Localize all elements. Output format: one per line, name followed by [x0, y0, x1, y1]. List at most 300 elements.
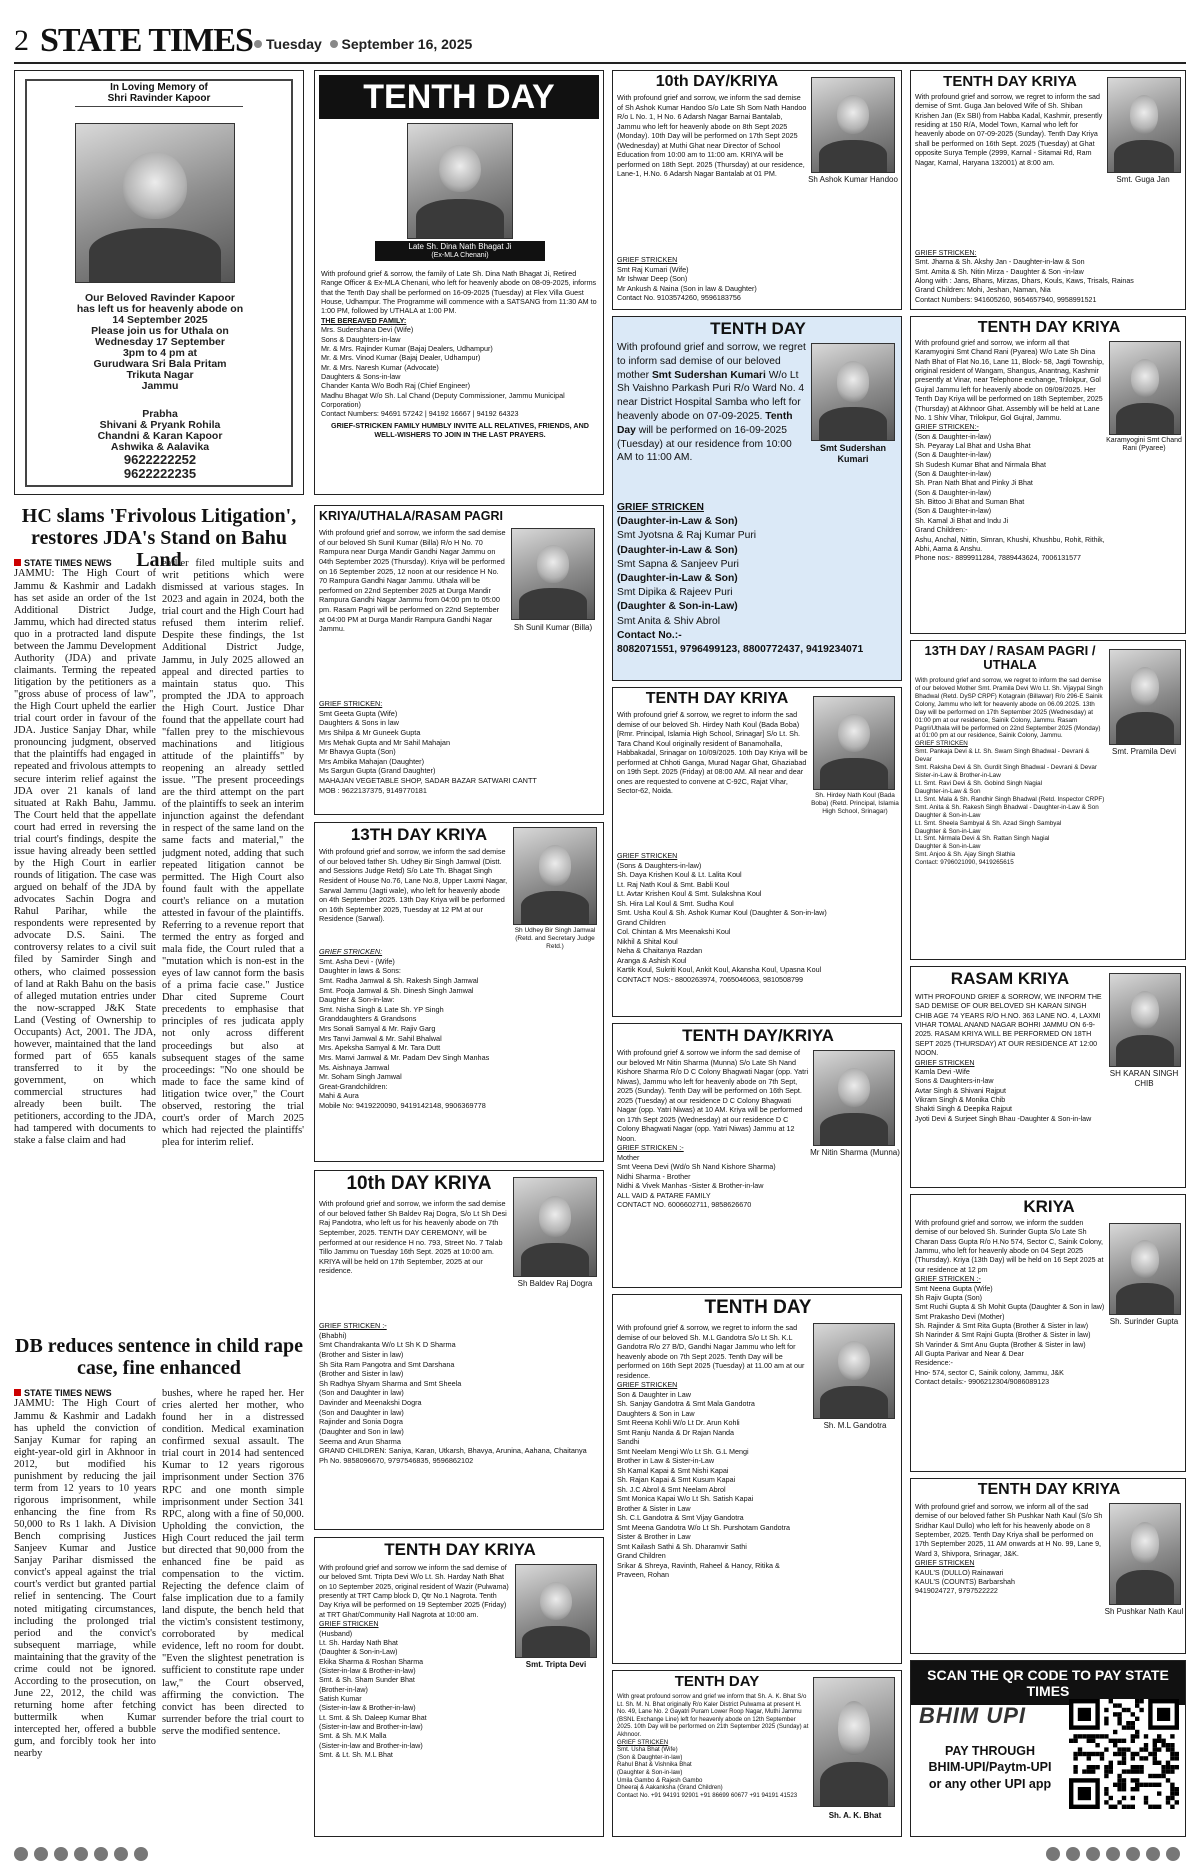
family-line: Col. Chintan & Mrs Meenakshi Koul: [617, 927, 731, 936]
ad-family: [617, 851, 899, 984]
rasam-chib-ad: [910, 966, 1186, 1188]
family-line: Hno- 574, sector C, Sainik colony, Jammu, J&K: [915, 1368, 1064, 1377]
family-list: [617, 515, 899, 629]
memory-line: Trikuta Nagar: [126, 369, 194, 382]
gugajan-photo: [1107, 77, 1181, 173]
family-line: Mother: [617, 1152, 640, 1162]
family-line: Umila Gambo & Rajesh Gambo: [617, 1776, 703, 1784]
family-line: Smt. Pooja Jamwal & Sh. Dinesh Singh Jamwal: [319, 985, 474, 995]
family-line: Brother in Law & Sister-in-Law: [617, 1456, 715, 1465]
family-line: Sh. Kamal Ji Bhat and Indu Ji: [915, 516, 1009, 525]
family-line: Smt Geeta Gupta (Wife): [319, 708, 398, 718]
ad-title: TENTH DAY KRIYA: [384, 1540, 536, 1559]
family-line: Smt. Usha Bhat (Wife): [617, 1746, 678, 1754]
memory-line: Please join us for Uthala on: [91, 325, 229, 338]
photo-caption: Sh Pushkar Nath Kaul: [1104, 1607, 1184, 1616]
memory-line: Wednesday 17 September: [95, 336, 225, 349]
family-line: Great-Grandchildren:: [319, 1081, 388, 1091]
ad-title: TENTH DAY KRIYA: [977, 1481, 1121, 1498]
family-line: Sh Radhya Shyam Sharma and Smt Sheela: [319, 1378, 462, 1388]
family-line: (Sons & Daughters-in-law): [617, 860, 702, 870]
registration-dot: [94, 1847, 108, 1861]
byline-marker-icon: [14, 559, 21, 566]
family-line: CONTACT NOS:- 8800263974, 7065046063, 9810508799: [617, 974, 803, 984]
family-line: Sh Varinder & Smt Anu Gupta (Brother & Sister in law): [915, 1340, 1086, 1349]
family-line: (Sister-in-law and Brother-in-law): [319, 1723, 423, 1732]
grief-label: GRIEF STRICKEN: [915, 1058, 975, 1067]
family-line: (Son & Daughter-in-law): [915, 507, 992, 516]
family-line: Daughters & Son in Law: [617, 1408, 695, 1418]
family-line: Smt. & Lt. Sh. M.L Bhat: [319, 1751, 393, 1760]
family-line: Kartik Koul, Sukriti Koul, Ankit Koul, Akansha Koul, Upasna Koul: [617, 965, 822, 974]
family-line: Mrs Shilpa & Mr Guneek Gupta: [319, 727, 421, 737]
masthead: [14, 22, 1186, 58]
family-list: [319, 1331, 601, 1466]
family-list: [319, 709, 601, 796]
ad-title: TENTH DAY KRIYA: [943, 73, 1077, 90]
family-line: (Son & Daughter-in-law): [617, 1753, 683, 1761]
family-line: Smt. Amita & Sh. Nitin Mirza - Daughter & Son -in-law: [915, 267, 1084, 276]
family-list: [321, 325, 599, 409]
ad-text: With profound grief and sorrow, we inform the sad demise of our beloved father Sh Baldev Raj Dogra, S/o Lt Sh Desi Raj Pandotra, who left us for his heavenly abode on 7th September, 2025. TENTH DAY CEREMONY, will be performed at our residence H no. 793, Street No. 7 Talab Tillo Jammu on Tuesday 16th Sept. 2025 at 10:00 am. KRIYA will be held on 17th September, 2025 at our residence.: [319, 1199, 507, 1276]
family-line: Sh. Pran Nath Bhat and Pinky Ji Bhat: [915, 479, 1033, 488]
family-line: Smt Neena Gupta (Wife): [915, 1284, 993, 1293]
registration-dot: [1146, 1847, 1160, 1861]
tenth-akbhat-ad: [612, 1670, 902, 1837]
family-line: (Daughter & Son-in-Law): [617, 601, 738, 613]
family-line: Jyoti Devi & Surjeet Singh Bhau -Daughter & Son-in-law: [915, 1114, 1092, 1123]
family-line: Smt Veena Devi (Wd/o Sh Nand Kishore Sharma): [617, 1162, 776, 1171]
family-line: Sh. Rajan Kapai & Smt Kusum Kapai: [617, 1475, 736, 1484]
family-line: Smt Chandrakanta W/o Lt Sh K D Sharma: [319, 1340, 456, 1350]
memory-ad: [14, 70, 304, 495]
kriya-sunil-ad: [314, 505, 604, 815]
tenth-pyarea-ad: [910, 316, 1186, 634]
tenth-handoo-ad: [612, 70, 902, 310]
photo-caption: Sh Ashok Kumar Handoo: [808, 175, 898, 184]
ad-body: [617, 1048, 809, 1210]
family-line: KAUL'S (COUNTS) Barbarshah: [915, 1577, 1015, 1586]
brand-logo: STATE TIMES: [40, 22, 253, 59]
photo-caption: Mr Nitin Sharma (Munna): [810, 1148, 900, 1157]
family-line: All Gupta Parivar and Near & Dear: [915, 1350, 1024, 1359]
tenth-sudershan-ad: [612, 316, 902, 681]
grief-label: GRIEF STRICKEN: [915, 1559, 975, 1568]
caption-name: Late Sh. Dina Nath Bhagat Ji: [408, 242, 512, 251]
family-line: Vikram Singh & Monika Chib: [915, 1095, 1006, 1104]
family-line: Smt Reena Kohli W/o Lt Dr. Arun Kohli: [617, 1418, 740, 1427]
ad-title: 13TH DAY / RASAM PAGRI / UTHALA: [924, 643, 1096, 672]
family-line: Mr Ankush & Naina (Son in law & Daughter): [617, 283, 757, 293]
family-line: (Son and Daughter in law): [319, 1388, 404, 1398]
ad-title: 10th DAY/KRIYA: [655, 73, 779, 90]
family-line: Smt. & Sh. M.K Malla: [319, 1732, 387, 1741]
family-line: Sh. C.L Gandotra & Smt Vijay Gandotra: [617, 1513, 744, 1522]
tenth-kaul-ad: [910, 1478, 1186, 1654]
family-line: Ashu, Anchal, Nittin, Simran, Khushi, Khushbu, Rohit, Rithik, Abhi, Aarna & Anshu.: [915, 535, 1105, 553]
sunil-photo: [511, 528, 595, 620]
ad-body: [915, 677, 1105, 867]
ad-text: With profound grief and sorrow, we regret to inform the sad demise of Smt. Guga Jan beloved Wife of Sh. Shiban Krishen Jan (Ex SBI) from Habba Kadal, Kashmir, presently residing at 150 R/A, Model Town, Karnal who left for heavenly abode on 07-09-2025 (Sunday). Tenth Day Kriya shall be performed on 16th Sept. 2025 (Tuesday) at Ghat opposite Surya Temple (2999, Karnal - Sitamai Rd, Ram Nagar, Karnal, Haryana 132001) at 8:00 am.: [915, 93, 1103, 167]
family-line: Mr Ishwar Deep (Son): [617, 274, 688, 283]
article-rape-col2: [162, 1388, 304, 1836]
family-line: Contact No. +91 94191 92901 +91 86699 60677 +91 94191 41523: [617, 1791, 798, 1799]
family-line: Sh Kamal Kapai & Smt Nishi Kapai: [617, 1465, 729, 1475]
photo-caption: Sh Sunil Kumar (Billa): [513, 623, 593, 632]
registration-dot: [14, 1847, 28, 1861]
family-line: Smt. Pankaja Devi & Lt. Sh. Swarn Singh Bhadwal - Devrani & Devar: [915, 748, 1090, 764]
family-line: Smt. Jharna & Sh. Akshy Jan - Daughter-in-law & Son: [915, 258, 1085, 267]
family-list: [915, 1285, 1105, 1388]
photo-caption: SH KARAN SINGH CHIB: [1109, 1069, 1179, 1088]
ad-body: [319, 1564, 511, 1761]
family-line: Mobile No: 9419220090, 9419142148, 9906369778: [319, 1101, 486, 1110]
family-line: Sh. Daya Krishen Koul & Lt. Lalita Koul: [617, 870, 742, 879]
photo-caption: Sh. Hirdey Nath Koul (Bada Boba) (Retd. Principal, Islamia High School, Srinagar): [811, 792, 899, 815]
gupta-photo: [1109, 1223, 1181, 1315]
family-line: Mrs Tanvi Jamwal & Mr. Sahil Bhalwal: [319, 1033, 442, 1043]
ad-text: With profound grief & sorrow, we regret to inform the sad demise of our beloved Sh. Hirdey Nath Koul (Bada Boba) [Rmr. Principal, Islamia High School, Srinagar] S/o Lt. Sh. Tara Chand Koul originally resident of Banamohalla, Habbakadal, Srinagar on 10/09/2025. 10th Day Kriya will be performed at Chhoti Ganga, Murad Nagar Ghat, Ghaziabad on 19th Sept. 2025 (Friday) at 08:00 AM. All near and dear ones are requested to convene at C-92C, Rajat Vihar, Sector-62, Noida.: [617, 710, 808, 795]
photo-caption: Smt Sudershan Kumari: [819, 443, 886, 464]
family-line: (Daughter-in-Law & Son): [617, 516, 738, 528]
family-line: GRAND CHILDREN: Saniya, Karan, Utkarsh, Bhavya, Arunina, Aahana, Chaitanya: [319, 1446, 587, 1456]
pay-line-3: or any other UPI app: [928, 1776, 1052, 1791]
family-line: MOB : 9622137375, 9149770181: [319, 785, 427, 795]
family-line: Smt Kailash Sathi & Sh. Dharamvir Sathi: [617, 1541, 747, 1551]
memory-line: 3pm to 4 pm at: [122, 347, 198, 360]
gandotra-photo: [813, 1323, 895, 1419]
ad-title: TENTH DAY: [319, 75, 599, 119]
family-line: Smt Neelam Mengi W/o Lt Sh. G.L Mengi: [617, 1446, 749, 1456]
family-list: [915, 748, 1105, 867]
memory-phone: 9622222235: [123, 465, 197, 481]
jamwal-photo: [513, 827, 597, 925]
family-line: Smt Sapna & Sanjeev Puri: [617, 558, 739, 570]
family-line: Smt Ruchi Gupta & Sh Mohit Gupta (Daughter & Son in law): [915, 1303, 1105, 1312]
family-line: Mr. Soham Singh Jamwal: [319, 1072, 402, 1082]
family-line: Sh Sita Ram Pangotra and Smt Darshana: [319, 1359, 455, 1369]
family-line: Smt. Asha Devi - (Wife): [319, 956, 395, 966]
memory-name: Shri Ravinder Kapoor: [107, 92, 211, 104]
ad-title: TENTH DAY KRIYA: [977, 319, 1121, 336]
photo-caption: Sh Udhey Bir Singh Jamwal (Retd. and Secretary Judge Retd.): [514, 927, 596, 950]
registration-dot: [34, 1847, 48, 1861]
memory-line: Gurudwara Sri Bala Pritam: [93, 358, 227, 371]
family-line: Smt Meena Gandotra W/o Lt Sh. Purshotam Gandotra: [617, 1522, 790, 1532]
family-line: Aranga & Ashish Koul: [617, 955, 687, 965]
pyarea-photo: [1109, 341, 1181, 435]
family-line: Daughter & Son-in-law:: [319, 995, 395, 1005]
headline-bahu[interactable]: HC slams 'Frivolous Litigation', restores JDA's Stand on Bahu Land: [21, 505, 297, 571]
family-line: Mrs Sonali Samyal & Mr. Rajiv Garg: [319, 1024, 436, 1033]
ad-title: TENTH DAY KRIYA: [645, 690, 789, 707]
family-line: Mrs Ambika Mahajan (Daughter): [319, 756, 425, 766]
family-line: Seema and Arun Sharma: [319, 1436, 401, 1446]
grief-label: GRIEF STRICKEN: [319, 1620, 379, 1629]
caption-sub: (Ex-MLA Chenani): [431, 251, 489, 259]
family-line: (Bhabhi): [319, 1330, 347, 1340]
registration-dot: [1126, 1847, 1140, 1861]
family-line: Sh. Rajinder & Smt Rita Gupta (Brother & Sister in law): [915, 1321, 1089, 1330]
family-list: [915, 1068, 1105, 1124]
family-line: CONTACT NO. 6006602711, 9858626670: [617, 1200, 752, 1209]
family-list: [319, 1630, 511, 1761]
family-line: 9419024727, 9797522222: [915, 1587, 998, 1596]
family-line: Smt Raj Kumari (Wife): [617, 264, 689, 274]
family-line: KAUL'S (DULLO) Rainawari: [915, 1568, 1004, 1577]
family-line: (Daughter and Son in law): [319, 1426, 404, 1436]
ad-title: 10th DAY KRIYA: [346, 1173, 492, 1194]
family-line: Kamla Devi -Wife: [915, 1067, 970, 1076]
family-line: Smt. Raksha Devi & Sh. Gurdit Singh Bhadwal - Devrani & Devar: [915, 764, 1097, 772]
tenth-tripta-ad: [314, 1537, 604, 1837]
registration-dot: [1066, 1847, 1080, 1861]
bhagat-photo: [407, 123, 513, 239]
family-line: Lt. Smt. Sheela Sambyal & Sh. Azad Singh Sambyal: [915, 819, 1062, 827]
family-line: Phone nos:- 8899911284, 7889443624, 7006131577: [915, 554, 1081, 563]
memory-title: In Loving Memory of: [110, 82, 208, 93]
family-line: (Son & Daughter-in-law): [915, 432, 992, 441]
ad-body: [915, 993, 1105, 1124]
ad-text: With profound grief and sorrow, we inform the sudden demise of our beloved Sh. Surinder Gupta S/o Late Sh Charan Dass Gupta R/o H.No 574, Sector C, Sainik Colony, Jammu, who left for heavenly abode on 04 Sept 2025 (Thursday). Kriya (13th Day) will be held on 16 Sept 2025 at our residence at 12 pm: [915, 1219, 1104, 1274]
byline: STATE TIMES NEWS: [14, 558, 156, 568]
family-line: ALL VAID & PATARE FAMILY: [617, 1190, 711, 1200]
family-list: [617, 861, 899, 985]
qr-code-icon[interactable]: [1069, 1699, 1179, 1809]
grief-label: GRIEF STRICKEN :-: [915, 1275, 981, 1284]
family-line: Ms Sargun Gupta (Grand Daughter): [319, 766, 436, 776]
ad-family: [319, 1321, 601, 1465]
family-line: Mr. & Mrs. Vinod Kumar (Bajaj Dealer, Udhampur): [321, 353, 481, 363]
family-line: (Daughter & Son-in-Law): [319, 1648, 398, 1657]
family-line: Nikhil & Shital Koul: [617, 936, 678, 946]
masthead-date-text: September 16, 2025: [341, 36, 473, 52]
tripta-photo: [515, 1564, 597, 1658]
photo-caption: [375, 241, 545, 261]
ad-text: With profound grief and sorrow we inform the sad demise of our beloved Smt. Tripta Devi W/o Lt. Sh. Harday Nath Bhat on 10 September 2025, original resident of Wazir (Pulwama) presently at TRT Camp block D, Qtr No.1 Nagrota. Tenth Day Kriya will be performed on 19 September 2025 (Friday) at TRT Ghat/Community Hall Nagrota at 10:00 am.: [319, 1564, 509, 1619]
text-post: W/o Lt Sh Vaishno Parkash Puri R/o Ward No. 4 near District Hospital Samba who left for heavenly abode on 07-09-2025.: [617, 369, 805, 422]
family-line: Mrs. Manvi Jamwal & Mr. Padam Dev Singh Manhas: [319, 1052, 490, 1062]
family-line: Sister-in-Law & Brother-in-Law: [915, 772, 1001, 780]
photo-caption: Smt. Pramila Devi: [1111, 747, 1176, 756]
family-list: [915, 433, 1105, 564]
family-line: (Brother-in-law): [319, 1685, 368, 1694]
contact-line: 8082071551, 9796499123, 8800772437, 9419234071: [617, 644, 864, 656]
memory-phone: 9622222252: [123, 452, 197, 468]
family-list: [915, 1569, 1105, 1597]
qr-header: SCAN THE QR CODE TO PAY STATE TIMES: [911, 1661, 1185, 1705]
family-line: (Son & Daughter-in-law): [915, 470, 992, 479]
article-rape-col1: [14, 1388, 156, 1836]
ad-title: TENTH DAY: [710, 319, 806, 338]
bhim-upi-logo: BHIM UPI: [919, 1703, 1026, 1728]
grief-label: GRIEF STRICKEN:-: [915, 423, 979, 432]
family-line: Sh Sudesh Kumar Bhat and Nirmala Bhat: [915, 460, 1046, 469]
ad-title: KRIYA/UTHALA/RASAM PAGRI: [319, 509, 504, 523]
contact-label: Contact No.:-: [617, 629, 682, 641]
tenth-day-bhagat-ad: [314, 70, 604, 495]
family-line: Sister & Brother in Law: [617, 1532, 691, 1541]
memory-line: Jammu: [141, 380, 179, 393]
family-line: Daughters & Sons in law: [319, 718, 399, 728]
memory-message: [35, 293, 285, 392]
ad-text: [617, 341, 809, 465]
ad-text: With profound grief & sorrow, we regret to inform the sad demise of our beloved Sh. M.L Gandotra S/o Lt Sh. K.L Gandotra R/o 27 B/D, Gandhi Nagar Jammu who left for heavenly abode on 7th Sept 2025. Tenth Day will be performed on 16th Sept 2025 (Tuesday) at 11.00 am at our residence.: [617, 1323, 805, 1380]
family-line: Lt. Avtar Krishen Koul & Smt. Sulakshna Koul: [617, 889, 762, 898]
ad-body: [915, 1503, 1105, 1597]
family-line: (Daughter-in-Law & Son): [617, 573, 738, 585]
memory-line: Prabha: [142, 408, 178, 420]
family-line: Mrs. Sudershana Devi (Wife): [321, 325, 414, 335]
ad-title: KRIYA: [1023, 1197, 1075, 1216]
family-line: Sandhi: [617, 1437, 640, 1446]
grief-label: GRIEF STRICKEN: [617, 851, 678, 860]
ad-text: With profound grief & sorrow, the family of Late Sh. Dina Nath Bhagat Ji, Retired Range Officer & Ex-MLA Chenani, who left for heavenly abode on 08-09-2025, informs that the Tenth Day shall be performed on 16-09-2025 (Tuesday) at Flex Villa Guest House, Udhampur. The Programme will commence with a SATSANG from 11:30 AM to 1:00 PM, followed by UTHALA at 1:00 PM.: [321, 269, 597, 316]
contact-line: Contact Numbers: 94691 57242 | 94192 16667 | 94192 64323: [321, 409, 519, 419]
family-line: Smt. Radha Jamwal & Sh. Rakesh Singh Jamwal: [319, 975, 479, 985]
family-line: (Daughter-in-Law & Son): [617, 544, 738, 556]
family-line: (Son and Daughter in law): [319, 1407, 404, 1417]
family-line: Lt. Sh. Harday Nath Bhat: [319, 1638, 398, 1647]
article-bahu-col2: [162, 558, 304, 1330]
family-line: Avtar Singh & Shivani Rajput: [915, 1086, 1006, 1095]
family-line: Sh. Bittoo Ji Bhat and Suman Bhat: [915, 498, 1025, 507]
family-line: Sh. Sanjay Gandotra & Smt Mala Gandotra: [617, 1399, 755, 1408]
family-line: (Son & Daughter-in-law): [915, 451, 992, 460]
masthead-date: [254, 36, 472, 52]
family-line: Smt Anita & Shiv Abrol: [617, 615, 721, 627]
registration-dot: [74, 1847, 88, 1861]
family-line: Brother & Sister in Law: [617, 1503, 691, 1513]
family-line: Nidhi Sharma - Brother: [617, 1171, 691, 1181]
grief-label: GRIEF STRICKEN:: [319, 699, 383, 708]
family-line: Daughter-in-Law & Son: [915, 787, 981, 795]
family-line: Shakti Singh & Deepika Rajput: [915, 1105, 1013, 1114]
family-line: Smt. & Sh. Sham Sunder Bhat: [319, 1676, 415, 1685]
memory-line: Ashwika & Aalavika: [110, 441, 210, 454]
family-line: Satish Kumar: [319, 1695, 362, 1704]
family-line: Smt Dipika & Rajeev Puri: [617, 587, 733, 599]
ad-footer: GRIEF-STRICKEN FAMILY HUMBLY INVITE ALL RELATIVES, FRIENDS, AND WELL-WISHERS TO JOIN IN THE LAST PRAYERS.: [331, 420, 589, 440]
family-line: Davinder and Meenakshi Dogra: [319, 1398, 422, 1407]
photo-caption: Smt. Tripta Devi: [525, 1660, 587, 1669]
ravinder-photo: [75, 123, 235, 283]
family-line: Ekika Sharma & Roshan Sharma: [319, 1657, 424, 1666]
family-line: Smt. Anjoo & Sh. Ajay Singh Slathia: [915, 851, 1016, 859]
family-line: Ms. Aishnaya Jamwal: [319, 1062, 390, 1072]
family-line: Sh. Hira Lal Koul & Smt. Sudha Koul: [617, 898, 734, 908]
ad-family: [617, 255, 899, 303]
pay-line-1: PAY THROUGH: [944, 1744, 1036, 1758]
family-line: Grand Children: [617, 917, 666, 927]
article-text: JAMMU: The High Court of Jammu & Kashmir and Ladakh has set aside an order of the 1st Additional District Judge, Jammu, which had directed status quo in a protracted land dispute between the Jammu Development Authority (JDA) and private claimants. Terming the repeated litigation by the petitioners as a "gross abuse of process of law", the High Court upheld the earlier trial court order in favour of the JDA. Justice Sanjay Dhar, while pronouncing judgment, observed that the plaintiffs had engaged in repeated and frivolous attempts to secure interim relief against the JDA over 21 kanals of land situated at Rakh Bahu, Jammu. The Court held that the appellate court had erred in reversing the trial court's findings, despite the issue having already been settled by the High Court in earlier rounds of litigation. The case was argued on behalf of the JDA by advocates Sachin Dogra and Rahul Parihar, while the respondents were represented by advocate D.S. Saini. The controversy relates to a civil suit filed by Samirder Singh and others, who claimed possession of land at Rakh Bahu on the basis of alleged mutation entries under the now-scrapped J&K State Land (Vesting of Ownership to Occupants) Act, 2001. The JDA, however, maintained that the land formed part of 655 kanals transferred to it by the government, on which commercial structures had already been built. The petitioners, according to the JDA, had tampered with documents to stake a false claim and had: [14, 568, 156, 1147]
family-line: Madhu Bhagat W/o Sh. Lal Chand (Deputy Commissioner, Jammu Municipal Corporation): [321, 390, 565, 410]
masthead-day: Tuesday: [266, 36, 322, 52]
family-line: (Husband): [319, 1629, 353, 1638]
family-line: Chander Kanta W/o Bodh Raj (Chief Engineer): [321, 381, 471, 391]
tenth-gugajan-ad: [910, 70, 1186, 310]
family-line: Sh Rajiv Gupta (Son): [915, 1293, 983, 1302]
tenth-day-text: will be performed on 16-09-2025 (Tuesday) at our residence from 10:00 AM to 11:00 AM.: [617, 424, 792, 464]
grief-label: GRIEF STRICKEN :-: [617, 1143, 684, 1152]
family-line: Rajinder and Sonia Dogra: [319, 1417, 403, 1427]
article-text: JAMMU: The High Court of Jammu & Kashmir and Ladakh has upheld the conviction of Sanjay Kumar for raping an eight-year-old girl in Akhnoor in 2012, but modified his punishment by reducing the jail term from 12 years to 10 years rigorous imprisonment, while enhancing the fine from Rs 50,000 to Rs 1 lakh. A Division Bench comprising Justices Sanjeev Kumar and Justice Sanjay Parihar dismissed the convict's appeal against the trial court's verdict but granted partial relief in sentencing. The Court noted mitigating circumstances, including the prolonged trial period and the convict's subsequent marriage, while maintaining that the gravity of the crime could not be ignored. According to the prosecution, on June 22, 2012, the child was returning home after fetching buttermilk when Kumar intercepted her, offered a bubble gum, and forcibly took her into nearby: [14, 1398, 156, 1760]
ad-text: With profound grief and sorrow, we inform the sad demise of our beloved father Sh. Udhey Bir Singh Jamwal (Distt. and Sessions Judge Retd) S/o Late Th. Bhagat Singh Resident of House No.76, Lane No.8, Upper Laxmi Nagar, Sarwal Jammu (Jagti wale), who left for heavenly abode on 4th September 2025. 13th Day Kriya will be performed on 16th September 2025, Tuesday at 12 PM at our Residence (Sarwal).: [319, 847, 508, 924]
kriya-gupta-ad: [910, 1194, 1186, 1472]
family-line: Daughter & Son-in-Law: [915, 843, 981, 851]
family-line: Dheeraj & Aakanksha (Grand Children): [617, 1784, 723, 1792]
ad-text: With profound grief and sorrow, we regret to inform the sad demise of our beloved Mother Smt. Pramila Devi W/o Lt. Sh. Vijaypal Singh Bhadwal (Retd. DySP CRPF) Kotagrain (Billawar) R/o 296-E Sainik Colony, Jammu who left for heavenly abode on 06.09.2025. 13th Day will be performed on 17th September 2025 (Wednesday) at 01:00 pm at our residence, Sainik Colony, Jammu. Rasam Pagri/Uthala will be performed on 22nd September 2025 (Monday) at 01:00 pm at our residence, Sainik Colony, Jammu.: [915, 677, 1103, 740]
ad-family: [915, 249, 1183, 305]
family-line: Rahul Bhat & Vishnika Bhat: [617, 1761, 692, 1769]
memory-header: [75, 83, 243, 107]
family-line: Ph No. 9858096670, 9797546835, 9596862102: [319, 1455, 474, 1465]
page-number: 2: [14, 24, 29, 57]
registration-dot: [134, 1847, 148, 1861]
family-line: Mahi & Aura: [319, 1091, 359, 1101]
ad-family: [617, 501, 899, 657]
byline: STATE TIMES NEWS: [14, 1388, 156, 1398]
family-line: Nidhi & Vivek Manhas -Sister & Brother-in-law: [617, 1181, 764, 1190]
ad-family: [319, 699, 601, 795]
family-line: (Daughter & Son-in-law): [617, 1769, 683, 1777]
family-line: (Brother and Sister in law): [319, 1349, 404, 1359]
memory-line: has left us for heavenly abode on: [76, 303, 244, 316]
sudershan-photo: [811, 343, 895, 441]
family-line: Son & Daughter in Law: [617, 1389, 691, 1399]
grief-label: GRIEF STRICKEN: [617, 502, 704, 513]
family-line: Daughters & Sons-in-law: [321, 371, 401, 381]
family-line: Mr. & Mrs. Rajinder Kumar (Bajaj Dealers, Udhampur): [321, 343, 493, 353]
family-line: (Brother and Sister in law): [319, 1369, 404, 1379]
ad-title: TENTH DAY/KRIYA: [682, 1026, 834, 1045]
grief-label: GRIEF STRICKEN: [617, 1380, 678, 1389]
family-line: Srikar & Shreya, Ravinth, Raheel & Hancy, Ritika & Praveen, Rohan: [617, 1560, 780, 1579]
family-line: Sh. J.C Abrol & Smt Neelam Abrol: [617, 1484, 726, 1494]
family-line: (Sister-in-law & Brother-in-law): [319, 1666, 416, 1675]
family-line: Sh Narinder & Smt Rajni Gupta (Brother & Sister in law): [915, 1331, 1091, 1340]
ad-text: With great profound sorrow and grief we inform that Sh. A. K. Bhat S/o Lt. Sh. M. N. Bhat originally R/o Kaler District Pulwama at present H. No. 49, Lane No. 2 Gayatri Puram Lower Roop Nagar, Muthi Jammu (BSNL Exchange Line) left for heavenly abode on 12th September 2025. 10th Day will be performed on 21th September 2025 (Sunday) at Akhnoor.: [617, 1693, 809, 1739]
tenth-koul-ad: [612, 687, 902, 1017]
ad-title: 13TH DAY KRIYA: [350, 825, 488, 844]
tenth-munna-ad: [612, 1023, 902, 1288]
headline-rape-case[interactable]: DB reduces sentence in child rape case, fine enhanced: [15, 1335, 303, 1379]
tenth-dogra-ad: [314, 1170, 604, 1530]
family-line: Daughter in laws & Sons:: [319, 966, 401, 976]
ad-title: TENTH DAY: [674, 1673, 760, 1690]
memory-line: 14 September 2025: [112, 314, 208, 327]
family-line: Grand Children: Mohi, Jeshan, Naman, Nia: [915, 286, 1051, 295]
registration-dot: [1166, 1847, 1180, 1861]
pay-line-2: BHIM-UPI/Paytm-UPI: [928, 1760, 1052, 1775]
family-list: [915, 258, 1183, 305]
byline-marker-icon: [14, 1389, 21, 1396]
family-line: (Son & Daughter-in-law): [915, 488, 992, 497]
chib-photo: [1109, 973, 1181, 1067]
family-line: Smt. Anita & Sh. Rakesh Singh Bhadwal - Daughter-in-Law & Son: [915, 803, 1099, 811]
qr-payment-ad: [910, 1660, 1186, 1837]
munna-photo: [813, 1050, 895, 1146]
family-line: Mrs Mehak Gupta and Mr Sahil Mahajan: [319, 737, 450, 747]
photo-caption: Sh. M.L Gandotra: [823, 1421, 887, 1430]
bullet-icon: [254, 40, 262, 48]
family-list: [617, 1153, 809, 1210]
ad-text: With profound grief and sorrow, we inform the sad demise of Sh Ashok Kumar Handoo S/o Late Sh Som Nath Handoo R/o L No. 1, H No. 6 Adarsh Nagar Barnai Bantalab, Jammu who left for heavenly abode on 8th Sept 2025 (Monday). 10th Day will be performed on 17th Sept 2025 (Wednesday) at Muthi Ghat near Director of School Education from 10:00 am to 11:00 am. KRIYA will be performed on 18th Sept. 2025 (Thursday) at our residence, Lane-1, H.No. 6 Adarsh Nagar Bantalab at 01 PM.: [617, 93, 807, 178]
bullet-icon: [330, 40, 338, 48]
akbhat-photo: [813, 1677, 895, 1807]
family-line: Residence:-: [915, 1359, 953, 1368]
masthead-rule: [14, 62, 1186, 64]
